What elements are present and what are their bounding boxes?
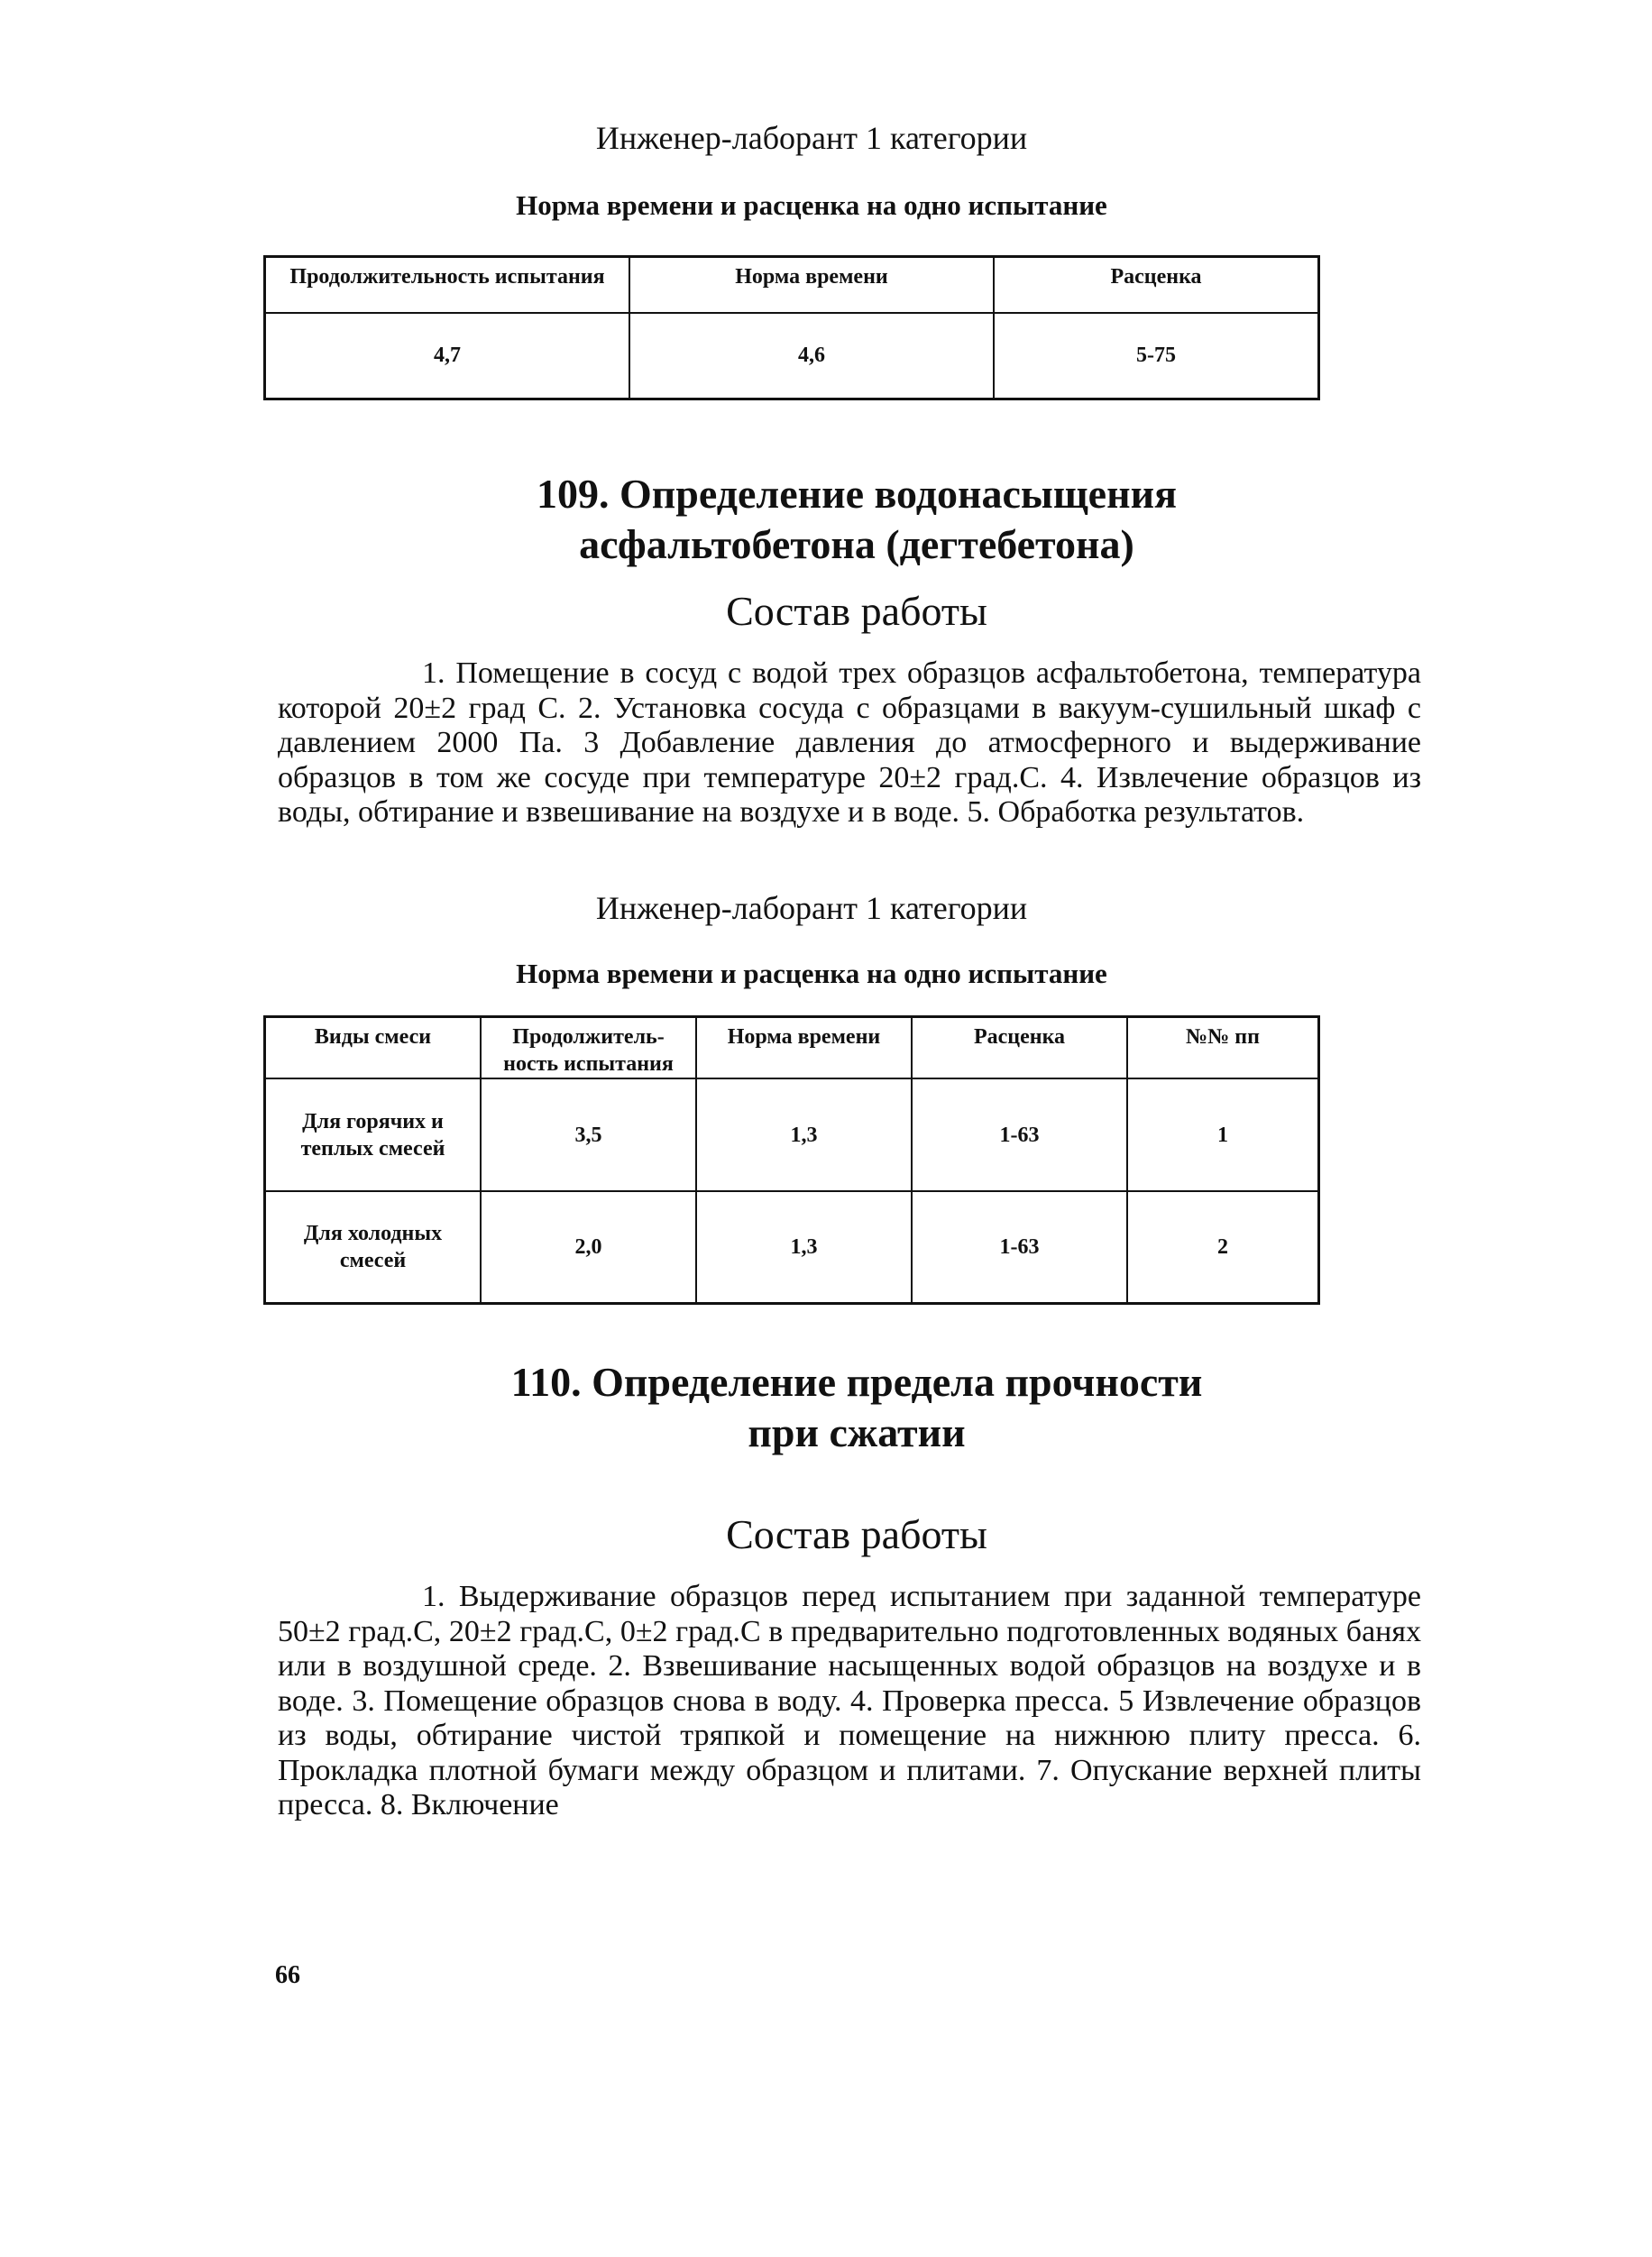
col-header-duration: Продолжитель-ность испытания — [481, 1017, 696, 1079]
norm-title-1: Норма времени и расценка на одно испытание — [516, 189, 1107, 221]
section-109-subtitle: Состав работы — [726, 588, 987, 634]
table-header-row — [265, 257, 1319, 313]
role-heading-1: Инженер-лаборант 1 категории — [595, 120, 1028, 156]
table-row — [265, 313, 1319, 399]
section-109-paragraph: 1. Помещение в сосуд с водой трех образцов асфальтобетона, температура которой 20±2 град С. 2. Установка сосуда с образцами в вакуум-сушильный шкаф с давлением 2000 Па. 3 Добавление давления до атмосферного и выдерживание образцов в том же сосуде при температуре 20±2 град.С. 4. Извлечение образцов из воды, обтирание и взвешивание на воздухе и в воде. 5. Обработка результатов. — [278, 656, 1421, 829]
norm-table-1 — [263, 255, 1320, 400]
col-header-rate: Расценка — [912, 1017, 1127, 1079]
col-header-norm: Норма времени — [696, 1017, 912, 1079]
section-109-title — [271, 469, 1443, 570]
page-number: 66 — [275, 1961, 300, 1989]
cell-duration: 4,7 — [265, 313, 630, 399]
cell-number: 1 — [1127, 1078, 1319, 1191]
col-header-duration: Продолжительность испытания — [265, 257, 630, 313]
cell-mix-type: Для холодных смесей — [265, 1191, 482, 1303]
table-row — [265, 1191, 1319, 1303]
cell-norm: 1,3 — [696, 1191, 912, 1303]
table-row — [265, 1078, 1319, 1191]
section-110-title-line2: при сжатии — [748, 1409, 966, 1455]
cell-mix-type: Для горячих и теплых смесей — [265, 1078, 482, 1191]
cell-number: 2 — [1127, 1191, 1319, 1303]
section-110-text — [278, 1580, 1421, 1823]
col-header-number: №№ пп — [1127, 1017, 1319, 1079]
col-header-rate: Расценка — [994, 257, 1319, 313]
section-110-paragraph: 1. Выдерживание образцов перед испытанием при заданной температуре 50±2 град.С, 20±2 град.С, 0±2 град.С в предварительно подготовленных водяных банях или в воздушной среде. 2. Взвешивание насыщенных водой образцов на воздухе и в воде. 3. Помещение образцов снова в воду. 4. Проверка пресса. 5 Извлечение образцов из воды, обтирание чистой тряпкой и помещение на нижнюю плиту пресса. 6. Прокладка плотной бумаги между образцом и плитами. 7. Опускание верхней плиты пресса. 8. Включение — [278, 1580, 1421, 1821]
col-header-mix-type: Виды смеси — [265, 1017, 482, 1079]
section-110-title-line1: 110. Определение предела прочности — [510, 1359, 1203, 1405]
col-header-norm: Норма времени — [629, 257, 994, 313]
cell-duration: 3,5 — [481, 1078, 696, 1191]
norm-table-2 — [263, 1015, 1320, 1305]
norm-title-2: Норма времени и расценка на одно испытание — [516, 958, 1107, 989]
table-header-row — [265, 1017, 1319, 1079]
section-110-title — [271, 1357, 1443, 1458]
cell-norm: 1,3 — [696, 1078, 912, 1191]
section-110-subtitle: Состав работы — [726, 1511, 987, 1557]
section-109-title-line1: 109. Определение водонасыщения — [537, 471, 1177, 517]
cell-rate: 1-63 — [912, 1191, 1127, 1303]
section-109-title-line2: асфальтобетона (дегтебетона) — [579, 521, 1134, 567]
cell-norm: 4,6 — [629, 313, 994, 399]
cell-rate: 5-75 — [994, 313, 1319, 399]
cell-rate: 1-63 — [912, 1078, 1127, 1191]
section-109-text — [278, 656, 1421, 830]
cell-duration: 2,0 — [481, 1191, 696, 1303]
role-heading-2: Инженер-лаборант 1 категории — [595, 890, 1028, 926]
